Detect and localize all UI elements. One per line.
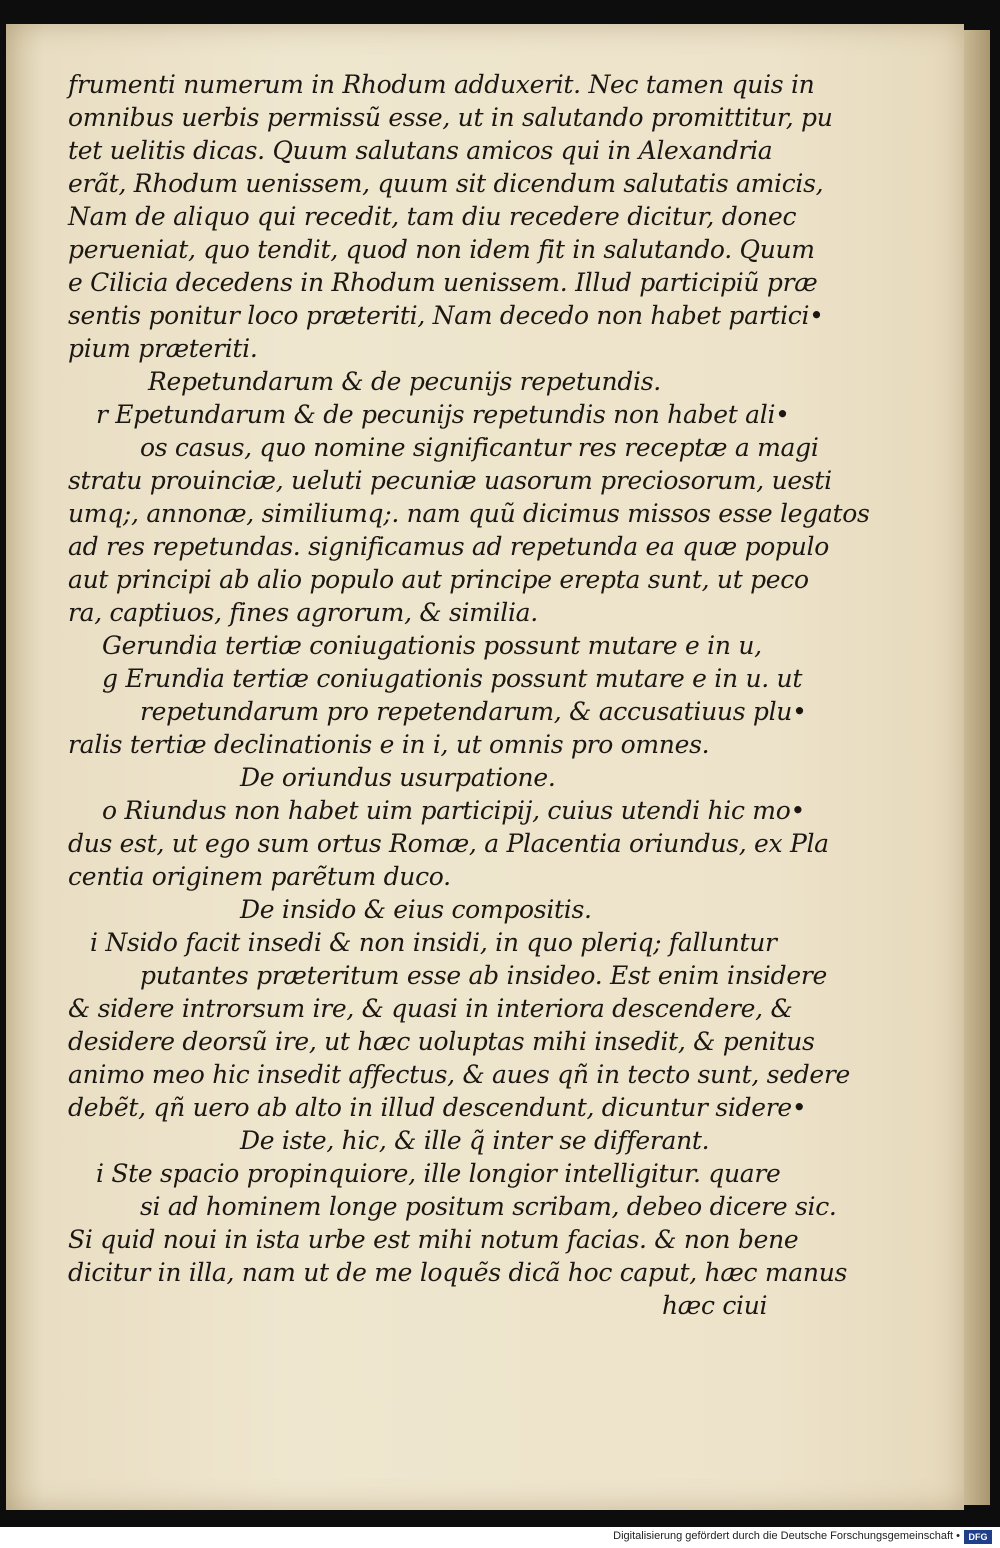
text-line: putantes præteritum esse ab insideo. Est enim insidere xyxy=(140,961,827,990)
text-line: si ad hominem longe positum scribam, debeo dicere sic. xyxy=(140,1192,837,1221)
text-line: aut principi ab alio populo aut principe erepta sunt, ut peco xyxy=(68,565,809,594)
text-line: perueniat, quo tendit, quod non idem fit in salutando. Quum xyxy=(68,235,815,264)
text-line: centia originem parẽtum duco. xyxy=(68,862,451,891)
text-line: Nam de aliquo qui recedit, tam diu recedere dicitur, donec xyxy=(68,202,797,231)
text-line: frumenti numerum in Rhodum adduxerit. Nec tamen quis in xyxy=(68,70,815,99)
text-line: dus est, ut ego sum ortus Romæ, a Placentia oriundus, ex Pla xyxy=(68,829,829,858)
catchword: hæc ciui xyxy=(662,1291,768,1320)
section-heading: De iste, hic, & ille q̃ inter se differant. xyxy=(240,1126,710,1155)
text-line: i Ste spacio propinquiore, ille longior intelligitur. quare xyxy=(96,1159,781,1188)
funding-notice: Digitalisierung gefördert durch die Deutsche Forschungsgemeinschaft • xyxy=(613,1530,960,1542)
section-heading: De oriundus usurpatione. xyxy=(240,763,556,792)
text-line: omnibus uerbis permissũ esse, ut in salutando promittitur, pu xyxy=(68,103,833,132)
text-line: os casus, quo nomine significantur res receptæ a magi xyxy=(140,433,819,462)
text-line: ra, captiuos, fines agrorum, & similia. xyxy=(68,598,538,627)
text-line: r Epetundarum & de pecunijs repetundis non habet ali• xyxy=(96,400,790,429)
section-heading: De insido & eius compositis. xyxy=(240,895,592,924)
text-line: ralis tertiæ declinationis e in i, ut omnis pro omnes. xyxy=(68,730,710,759)
text-line: g Erundia tertiæ coniugationis possunt mutare e in u. ut xyxy=(102,664,803,693)
text-line: repetundarum pro repetendarum, & accusatiuus plu• xyxy=(140,697,807,726)
text-line: pium præteriti. xyxy=(68,334,258,363)
section-heading: Repetundarum & de pecunijs repetundis. xyxy=(148,367,661,396)
page-edge-strip xyxy=(964,30,990,1505)
text-line: ad res repetundas. significamus ad repetunda ea quæ populo xyxy=(68,532,829,561)
text-line: & sidere introrsum ire, & quasi in interiora descendere, & xyxy=(68,994,793,1023)
text-line: e Cilicia decedens in Rhodum uenissem. Illud participiũ præ xyxy=(68,268,818,297)
text-line: i Nsido facit insedi & non insidi, in quo pleriq; falluntur xyxy=(90,928,777,957)
footer-bar xyxy=(0,1527,1000,1548)
text-line: Si quid noui in ista urbe est mihi notum facias. & non bene xyxy=(68,1225,799,1254)
text-line: debẽt, qñ uero ab alto in illud descendunt, dicuntur sidere• xyxy=(68,1093,807,1122)
dfg-logo: DFG xyxy=(964,1530,992,1544)
text-line: erãt, Rhodum uenissem, quum sit dicendum salutatis amicis, xyxy=(68,169,824,198)
text-line: stratu prouinciæ, ueluti pecuniæ uasorum preciosorum, uesti xyxy=(68,466,832,495)
section-heading: Gerundia tertiæ coniugationis possunt mutare e in u, xyxy=(102,631,762,660)
text-line: o Riundus non habet uim participij, cuius utendi hic mo• xyxy=(102,796,805,825)
text-line: tet uelitis dicas. Quum salutans amicos qui in Alexandria xyxy=(68,136,773,165)
text-line: sentis ponitur loco præteriti, Nam decedo non habet partici• xyxy=(68,301,824,330)
text-line: dicitur in illa, nam ut de me loquẽs dicã hoc caput, hæc manus xyxy=(68,1258,848,1287)
text-line: animo meo hic insedit affectus, & aues qñ in tecto sunt, sedere xyxy=(68,1060,851,1089)
text-line: umq;, annonæ, similiumq;. nam quũ dicimus missos esse legatos xyxy=(68,499,870,528)
text-line: desidere deorsũ ire, ut hæc uoluptas mihi insedit, & penitus xyxy=(68,1027,815,1056)
